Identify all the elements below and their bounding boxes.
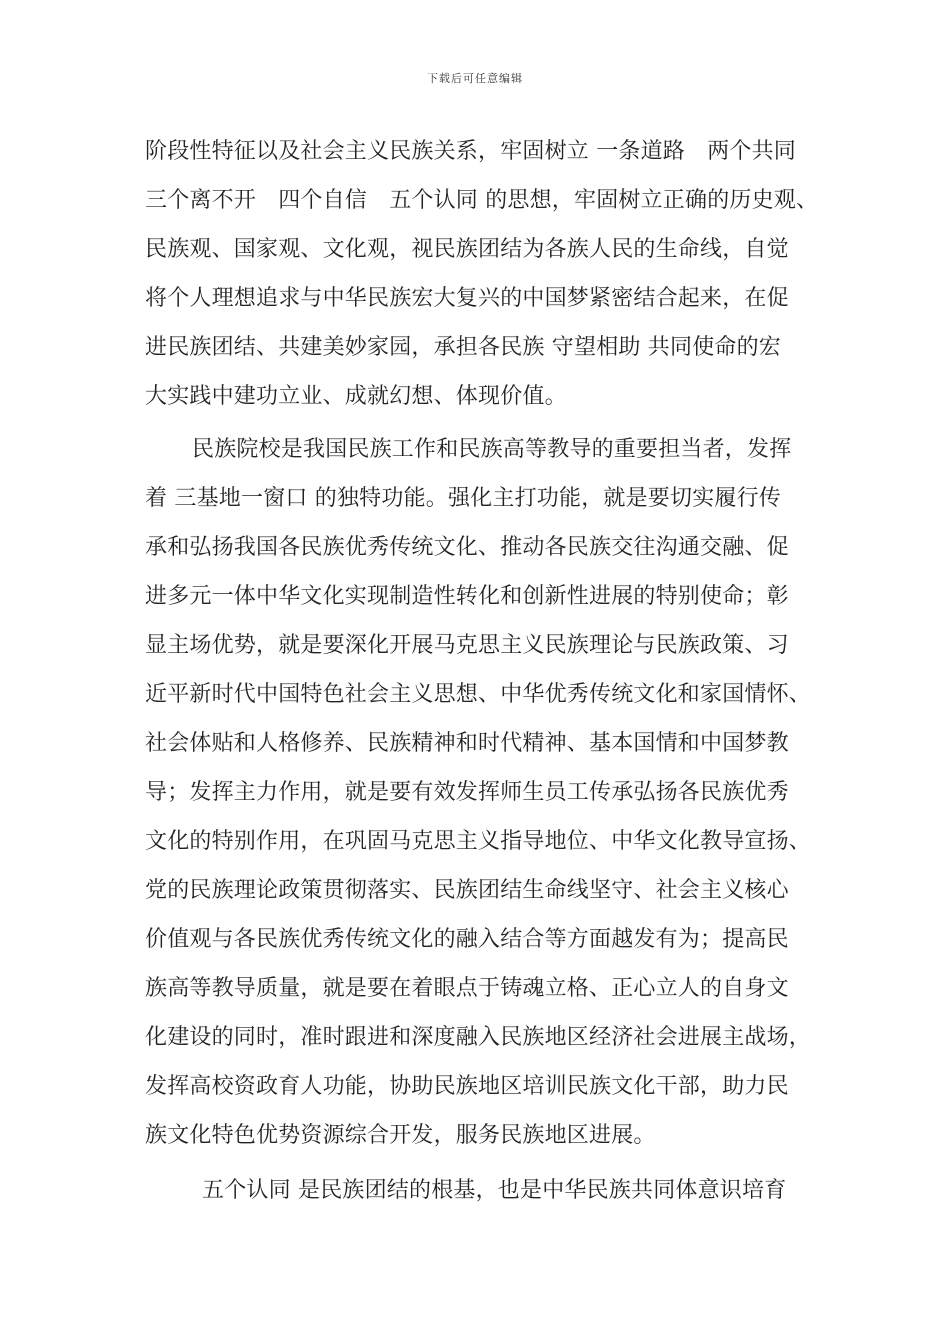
text-line: 进多元一体中华文化实现制造性转化和创新性进展的特别使命；彰: [145, 584, 789, 609]
text-line: 化建设的同时，准时跟进和深度融入民族地区经济社会进展主战场，: [145, 1025, 812, 1050]
text-line: 社会体贴和人格修养、民族精神和时代精神、基本国情和中国梦教: [145, 731, 789, 756]
text-line: 族文化特色优势资源综合开发，服务民族地区进展。: [145, 1123, 656, 1148]
text-line: 价值观与各民族优秀传统文化的融入结合等方面越发有为；提高民: [145, 927, 789, 952]
text-line: 民族院校是我国民族工作和民族高等教导的重要担当者，发挥: [192, 437, 792, 462]
text-line: 发挥高校资政育人功能，协助民族地区培训民族文化干部，助力民: [145, 1074, 789, 1099]
page-header: 下载后可任意编辑: [427, 72, 523, 85]
text-line: 五个认同 是民族团结的根基，也是中华民族共同体意识培育: [202, 1178, 787, 1203]
text-line: 近平新时代中国特色社会主义思想、中华优秀传统文化和家国情怀、: [145, 682, 812, 707]
text-line: 族高等教导质量，就是要在着眼点于铸魂立格、正心立人的自身文: [145, 976, 789, 1001]
text-line: 着 三基地一窗口 的独特功能。强化主打功能，就是要切实履行传: [145, 486, 781, 511]
text-line: 将个人理想追求与中华民族宏大复兴的中国梦紧密结合起来，在促: [145, 286, 789, 311]
text-line: 显主场优势，就是要深化开展马克思主义民族理论与民族政策、习: [145, 633, 789, 658]
text-line: 民族观、国家观、文化观，视民族团结为各族人民的生命线，自觉: [145, 237, 789, 262]
text-line: 承和弘扬我国各民族优秀传统文化、推动各民族交往沟通交融、促: [145, 535, 789, 560]
text-line: 文化的特别作用，在巩固马克思主义指导地位、中华文化教导宣扬、: [145, 829, 812, 854]
text-line: 进民族团结、共建美妙家园，承担各民族 守望相助 共同使命的宏: [145, 335, 781, 360]
text-line: 大实践中建功立业、成就幻想、体现价值。: [145, 384, 567, 409]
text-line: 党的民族理论政策贯彻落实、民族团结生命线坚守、社会主义核心: [145, 878, 789, 903]
text-line: 阶段性特征以及社会主义民族关系，牢固树立 一条道路 两个共同: [145, 139, 796, 164]
text-line: 导；发挥主力作用，就是要有效发挥师生员工传承弘扬各民族优秀: [145, 780, 789, 805]
text-line: 三个离不开 四个自信 五个认同 的思想，牢固树立正确的历史观、: [145, 188, 819, 213]
